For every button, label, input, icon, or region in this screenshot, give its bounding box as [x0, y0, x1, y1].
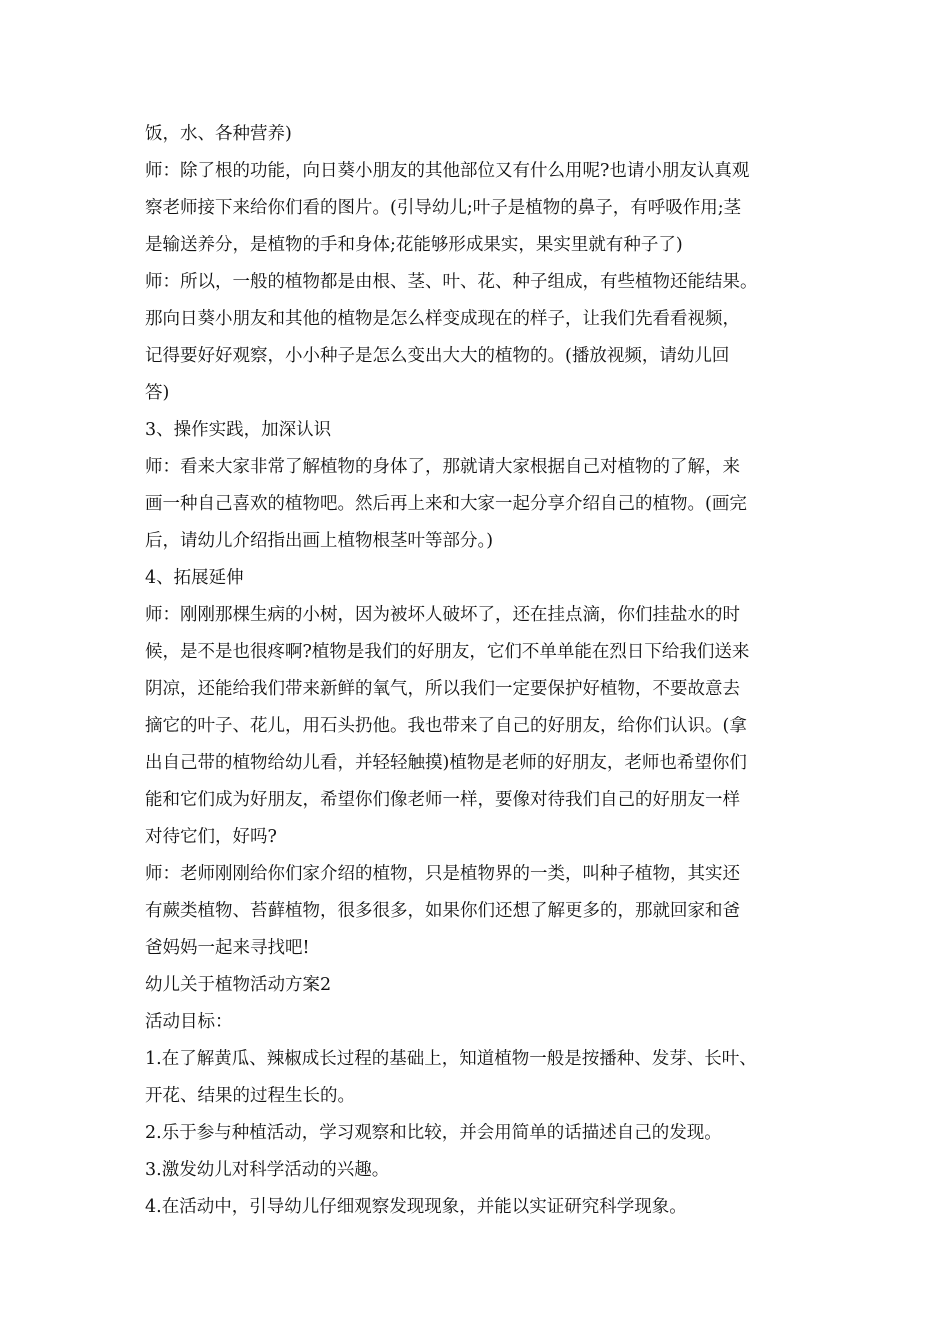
document-body: [145, 116, 825, 1226]
text-line: 答): [145, 383, 170, 403]
list-item-continuation: 开花、结果的过程生长的。: [145, 1086, 355, 1106]
text-line: 记得要好好观察，小小种子是怎么变出大大的植物的。(播放视频，请幼儿回: [145, 346, 730, 366]
text-line: 阴凉，还能给我们带来新鲜的氧气，所以我们一定要保护好植物，不要故意去: [145, 679, 740, 699]
text-line: 画一种自己喜欢的植物吧。然后再上来和大家一起分享介绍自己的植物。(画完: [145, 494, 747, 514]
text-line: 摘它的叶子、花儿，用石头扔他。我也带来了自己的好朋友，给你们认识。(拿: [145, 716, 747, 736]
section-title: 幼儿关于植物活动方案2: [145, 975, 332, 995]
text-line: 师：看来大家非常了解植物的身体了，那就请大家根据自己对植物的了解，来: [145, 457, 740, 477]
text-line: 那向日葵小朋友和其他的植物是怎么样变成现在的样子，让我们先看看视频，: [145, 309, 740, 329]
text-line: 出自己带的植物给幼儿看，并轻轻触摸)植物是老师的好朋友，老师也希望你们: [145, 753, 747, 773]
text-line: 有蕨类植物、苔藓植物，很多很多，如果你们还想了解更多的，那就回家和爸: [145, 901, 740, 921]
text-line: 师：所以，一般的植物都是由根、茎、叶、花、种子组成，有些植物还能结果。: [145, 272, 758, 292]
text-line: 爸妈妈一起来寻找吧!: [145, 938, 310, 958]
text-line: 能和它们成为好朋友，希望你们像老师一样，要像对待我们自己的好朋友一样: [145, 790, 740, 810]
text-line: 师：除了根的功能，向日葵小朋友的其他部位又有什么用呢?也请小朋友认真观: [145, 161, 750, 181]
list-item: 4.在活动中，引导幼儿仔细观察发现现象，并能以实证研究科学现象。: [145, 1197, 687, 1217]
text-line: 对待它们，好吗?: [145, 827, 277, 847]
text-line: 后，请幼儿介绍指出画上植物根茎叶等部分。): [145, 531, 494, 551]
section-heading: 4、拓展延伸: [145, 568, 244, 588]
text-line: 师：刚刚那棵生病的小树，因为被坏人破坏了，还在挂点滴，你们挂盐水的时: [145, 605, 740, 625]
text-line: 候，是不是也很疼啊?植物是我们的好朋友，它们不单单能在烈日下给我们送来: [145, 642, 750, 662]
text-line: 饭，水、各种营养): [145, 124, 292, 144]
section-heading: 活动目标：: [145, 1012, 233, 1032]
text-line: 察老师接下来给你们看的图片。(引导幼儿;叶子是植物的鼻子，有呼吸作用;茎: [145, 198, 742, 218]
section-heading: 3、操作实践，加深认识: [145, 420, 332, 440]
text-line: 是输送养分，是植物的手和身体;花能够形成果实，果实里就有种子了): [145, 235, 683, 255]
list-item: 2.乐于参与种植活动，学习观察和比较，并会用简单的话描述自己的发现。: [145, 1123, 722, 1143]
list-item: 1.在了解黄瓜、辣椒成长过程的基础上，知道植物一般是按播种、发芽、长叶、: [145, 1049, 757, 1069]
list-item: 3.激发幼儿对科学活动的兴趣。: [145, 1160, 390, 1180]
text-line: 师：老师刚刚给你们家介绍的植物，只是植物界的一类，叫种子植物，其实还: [145, 864, 740, 884]
